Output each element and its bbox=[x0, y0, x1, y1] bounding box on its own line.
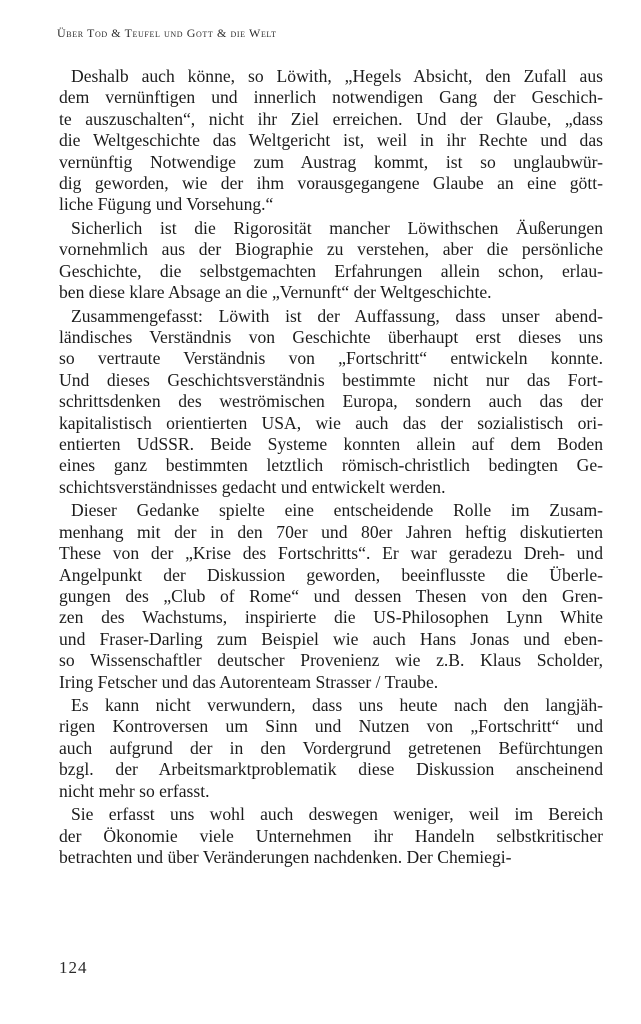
text-line: te auszuschalten“, nicht ihr Ziel erreichen. Und der Glaube, „dass bbox=[59, 108, 603, 129]
text-line: gungen des „Club of Rome“ und dessen Thesen von den Gren- bbox=[59, 585, 603, 606]
text-line: die Weltgeschichte das Weltgericht ist, weil in ihr Rechte und das bbox=[59, 130, 603, 151]
text-line: Geschichte, die selbstgemachten Erfahrungen allein schon, erlau- bbox=[59, 260, 603, 281]
text-line: Dieser Gedanke spielte eine entscheidende Rolle im Zusam- bbox=[71, 500, 603, 521]
body-text bbox=[59, 66, 603, 871]
text-line: der Ökonomie viele Unternehmen ihr Handeln selbstkritischer bbox=[59, 825, 603, 846]
paragraph bbox=[59, 66, 603, 216]
text-line: betrachten und über Veränderungen nachdenken. Der Chemiegi- bbox=[59, 847, 512, 867]
running-head: Über Tod & Teufel und Gott & die Welt bbox=[57, 26, 277, 40]
text-line: liche Fügung und Vorsehung.“ bbox=[59, 194, 274, 215]
text-line: dig geworden, wie der ihm vorausgegangene Glaube an eine gött- bbox=[59, 172, 603, 193]
text-line: Sie erfasst uns wohl auch deswegen weniger, weil im Bereich bbox=[71, 804, 603, 825]
text-line: so vertraute Verständnis von „Fortschritt“ entwickeln konnte. bbox=[59, 348, 603, 369]
text-line: rigen Kontroversen um Sinn und Nutzen von „Fortschritt“ und bbox=[59, 716, 603, 737]
text-line: entierten UdSSR. Beide Systeme konnten allein auf dem Boden bbox=[59, 434, 603, 455]
text-line: kapitalistisch orientierten USA, wie auch das der sozialistisch ori- bbox=[59, 412, 603, 433]
text-line: zen des Wachstums, inspirierte die US-Philosophen Lynn White bbox=[59, 607, 603, 628]
text-line: auch aufgrund der in den Vordergrund getretenen Befürchtungen bbox=[59, 737, 603, 758]
text-line: bzgl. der Arbeitsmarktproblematik diese Diskussion anscheinend bbox=[59, 759, 603, 780]
text-line: so Wissenschaftler deutscher Provenienz wie z.B. Klaus Scholder, bbox=[59, 650, 603, 671]
text-line: und Fraser-Darling zum Beispiel wie auch Hans Jonas und eben- bbox=[59, 628, 603, 649]
paragraph bbox=[59, 695, 603, 802]
text-line: ländisches Verständnis von Geschichte überhaupt erst dieses uns bbox=[59, 327, 603, 348]
text-line: Es kann nicht verwundern, dass uns heute nach den langjäh- bbox=[71, 695, 603, 716]
text-line: vornehmlich aus der Biographie zu verstehen, aber die persönliche bbox=[59, 239, 603, 260]
paragraph bbox=[59, 306, 603, 499]
text-line: nicht mehr so erfasst. bbox=[59, 780, 210, 801]
text-line: Zusammengefasst: Löwith ist der Auffassung, dass unser abend- bbox=[71, 305, 603, 326]
text-line: schrittsdenken des weströmischen Europa, sondern auch das der bbox=[59, 391, 603, 412]
text-line: vernünftig Notwendige zum Austrag kommt, ist so unglaubwür- bbox=[59, 151, 603, 172]
text-line: These von der „Krise des Fortschritts“. Er war geradezu Dreh- und bbox=[59, 543, 603, 564]
text-line: Deshalb auch könne, so Löwith, „Hegels Absicht, den Zufall aus bbox=[71, 66, 603, 86]
paragraph bbox=[59, 804, 603, 868]
paragraph bbox=[59, 218, 603, 304]
text-line: Angelpunkt der Diskussion geworden, beeinflusste die Überle- bbox=[59, 564, 603, 585]
text-line: menhang mit der in den 70er und 80er Jahren heftig diskutierten bbox=[59, 521, 603, 542]
text-line: eines ganz bestimmten letztlich römisch-christlich bedingten Ge- bbox=[59, 455, 603, 476]
text-line: Und dieses Geschichtsverständnis bestimmte nicht nur das Fort- bbox=[59, 369, 603, 390]
text-line: schichtsverständnisses gedacht und entwickelt werden. bbox=[59, 476, 446, 497]
text-line: ben diese klare Absage an die „Vernunft“ der Weltgeschichte. bbox=[59, 282, 492, 303]
page-number: 124 bbox=[59, 958, 88, 977]
text-line: Iring Fetscher und das Autorenteam Strasser / Traube. bbox=[59, 671, 439, 692]
paragraph bbox=[59, 500, 603, 693]
text-line: dem vernünftigen und innerlich notwendigen Gang der Geschich- bbox=[59, 87, 603, 108]
text-line: Sicherlich ist die Rigorosität mancher Löwithschen Äußerungen bbox=[71, 217, 603, 238]
